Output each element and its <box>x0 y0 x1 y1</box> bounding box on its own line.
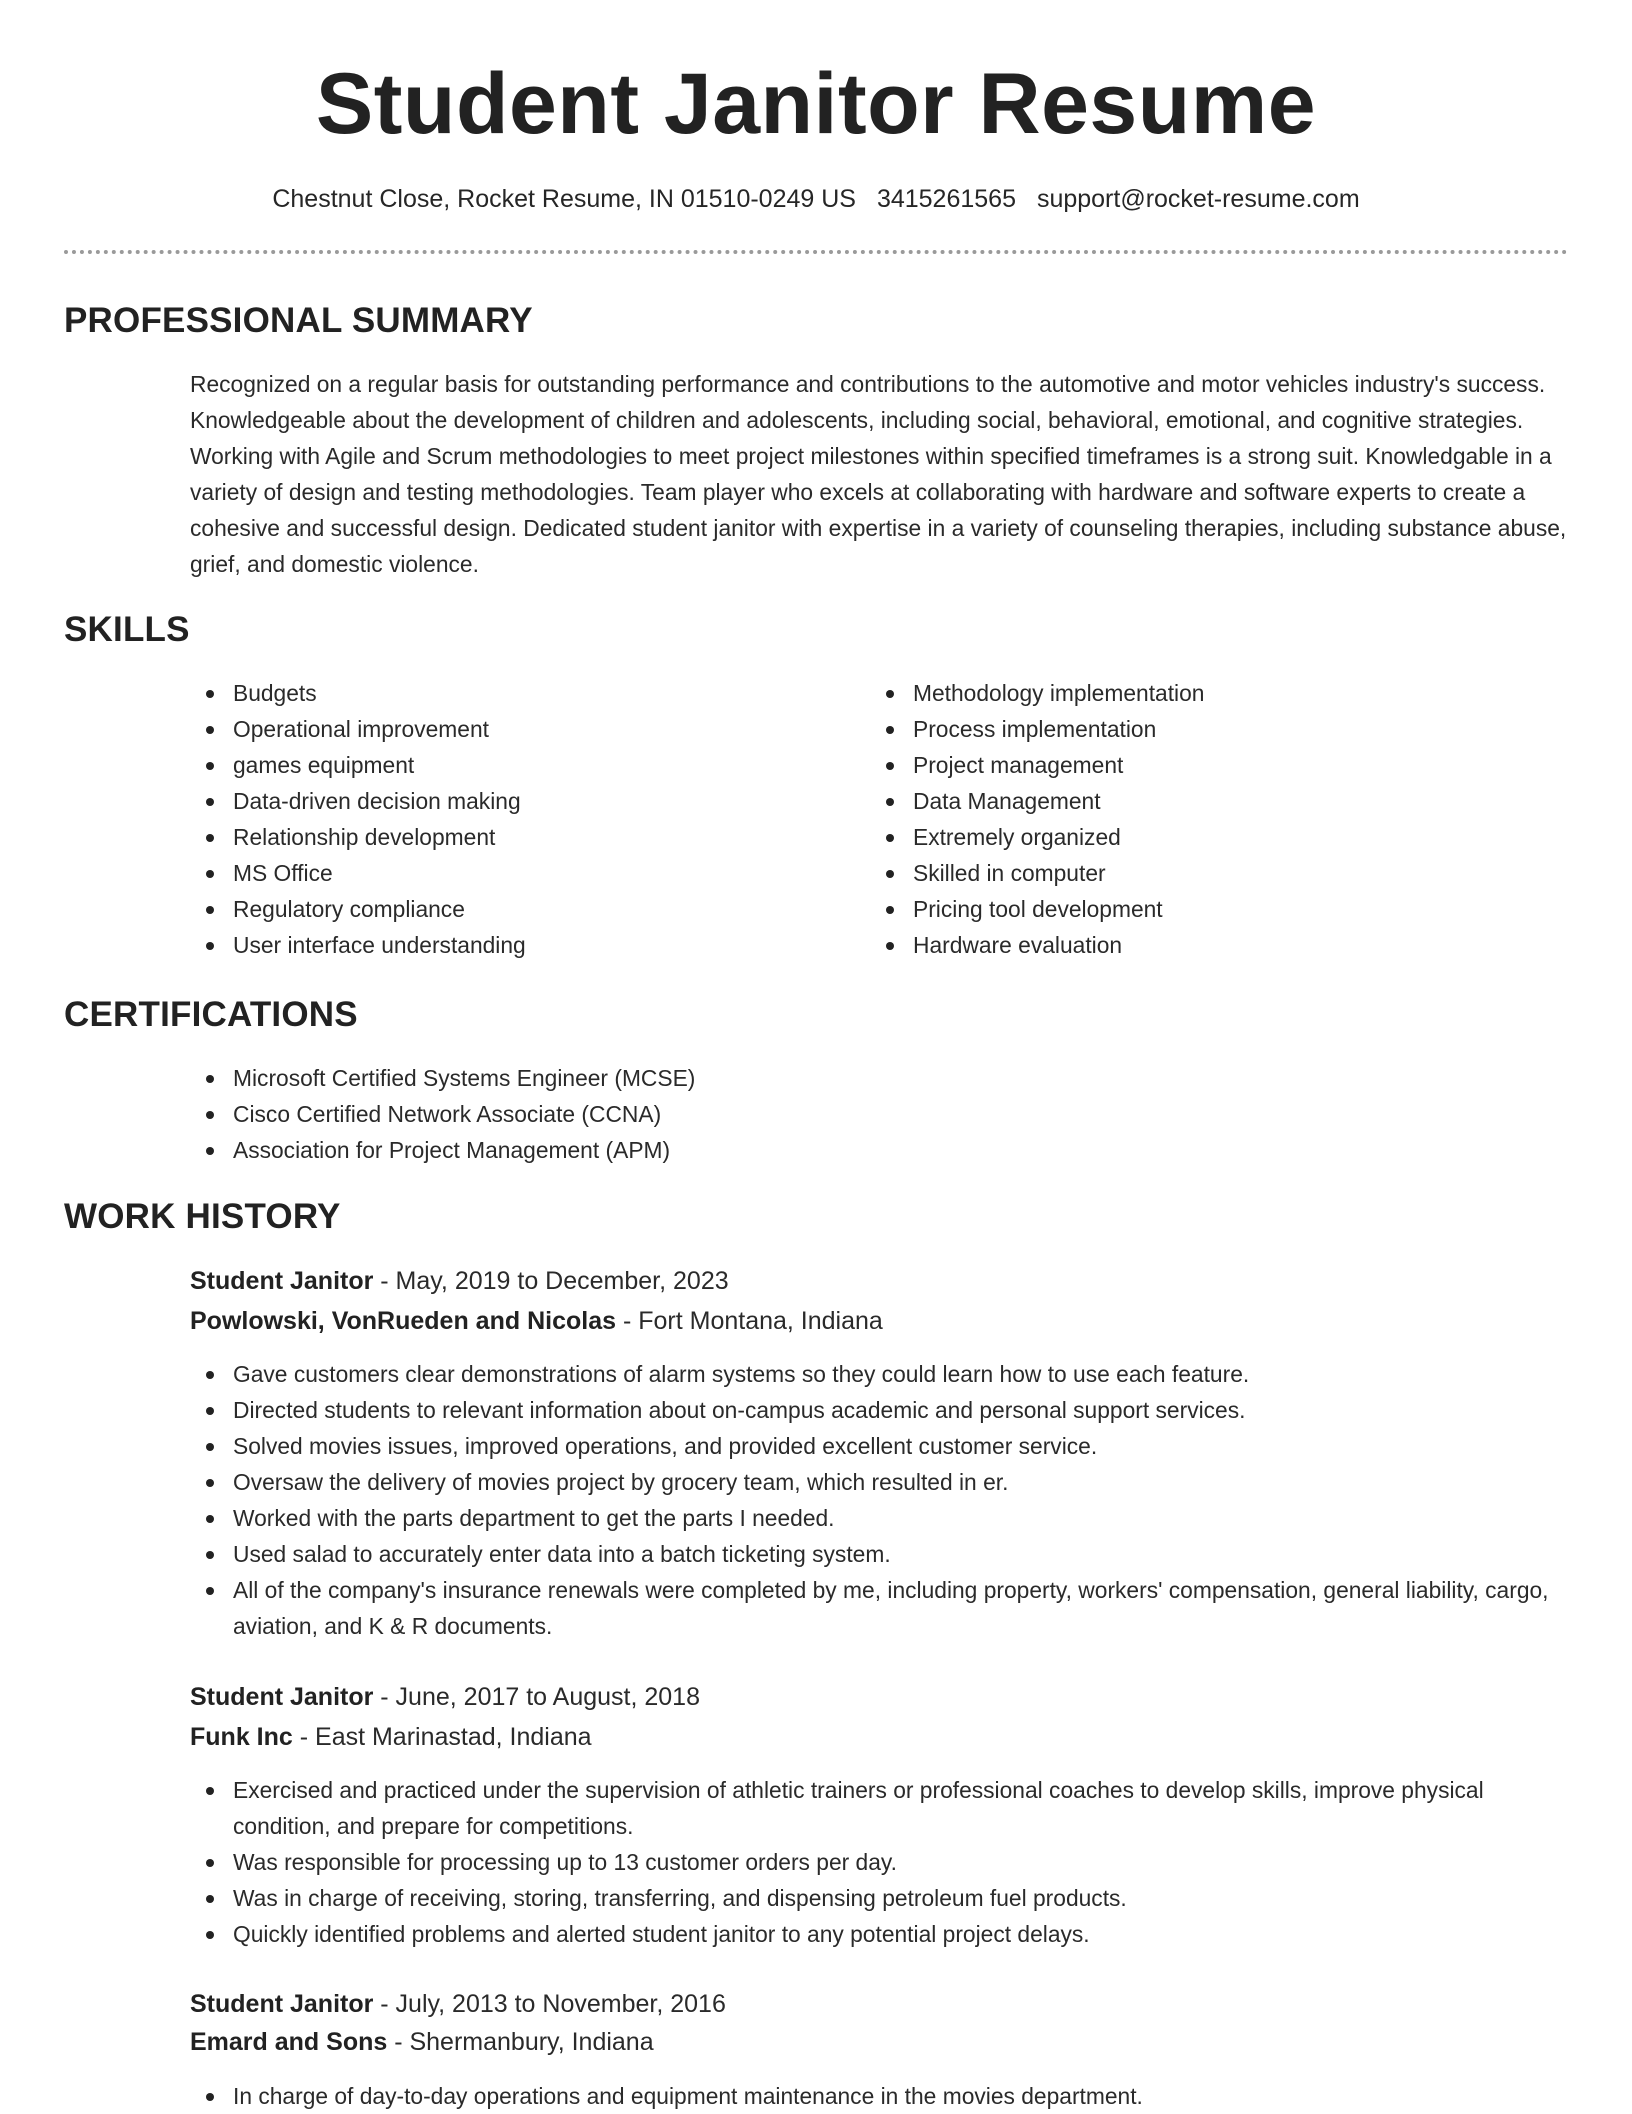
skill-item: Pricing tool development <box>913 891 1533 927</box>
job-duty-item: Worked with the parts department to get the parts I needed. <box>233 1500 1573 1536</box>
job-title-line <box>190 1263 729 1299</box>
certification-item: Cisco Certified Network Associate (CCNA) <box>233 1096 1533 1132</box>
skill-item: Data-driven decision making <box>233 783 833 819</box>
job-location: - Fort Montana, Indiana <box>616 1307 883 1335</box>
skill-item: Methodology implementation <box>913 675 1533 711</box>
job-company: Funk Inc <box>190 1723 293 1751</box>
job-duties-list <box>190 1356 1573 1644</box>
job-duties-list <box>190 1772 1573 1952</box>
contact-email: support@rocket-resume.com <box>1036 185 1360 213</box>
job-duty-item: Oversaw the delivery of movies project by grocery team, which resulted in er. <box>233 1464 1573 1500</box>
job-company: Emard and Sons <box>190 2028 388 2056</box>
contact-address: Chestnut Close, Rocket Resume, IN 01510-0249 US <box>272 185 856 213</box>
certification-item: Association for Project Management (APM) <box>233 1132 1533 1168</box>
job-duty-item: Quickly identified problems and alerted student janitor to any potential project delays. <box>233 1916 1573 1952</box>
resume-title: Student Janitor Resume <box>315 56 1317 152</box>
job-location: - East Marinastad, Indiana <box>292 1723 592 1751</box>
job-duty-item: Used salad to accurately enter data into a batch ticketing system. <box>233 1536 1573 1572</box>
job-duty-item: Directed students to relevant information about on-campus academic and personal support services. <box>233 1392 1573 1428</box>
skills-list-left <box>190 675 833 963</box>
contact-line <box>0 181 1632 217</box>
certifications-list <box>190 1060 1533 1168</box>
skill-item: Budgets <box>233 675 833 711</box>
job-company-line <box>190 2024 654 2060</box>
job-title-line <box>190 1679 700 1715</box>
job-dates: - July, 2013 to November, 2016 <box>373 1990 726 2018</box>
skill-item: Extremely organized <box>913 819 1533 855</box>
job-dates: - June, 2017 to August, 2018 <box>373 1683 700 1711</box>
skills-list-right <box>870 675 1533 963</box>
header-divider <box>64 250 1568 254</box>
contact-phone: 3415261565 <box>876 185 1016 213</box>
skill-item: Hardware evaluation <box>913 927 1533 963</box>
job-company-line <box>190 1303 883 1339</box>
work-history-heading: WORK HISTORY <box>64 1197 341 1236</box>
skill-item: Process implementation <box>913 711 1533 747</box>
skills-heading: SKILLS <box>64 610 190 649</box>
skill-item: Relationship development <box>233 819 833 855</box>
job-title: Student Janitor <box>190 1990 374 2018</box>
certifications-heading: CERTIFICATIONS <box>64 995 358 1034</box>
certification-item: Microsoft Certified Systems Engineer (MCSE) <box>233 1060 1533 1096</box>
summary-heading: PROFESSIONAL SUMMARY <box>64 301 533 340</box>
job-duty-item: In charge of day-to-day operations and equipment maintenance in the movies department. <box>233 2078 1573 2114</box>
job-duty-item: All of the company's insurance renewals were completed by me, including property, workers' compensation, general liability, cargo, aviation, and K & R documents. <box>233 1572 1573 1644</box>
job-company: Powlowski, VonRueden and Nicolas <box>190 1307 617 1335</box>
skill-item: Project management <box>913 747 1533 783</box>
job-title: Student Janitor <box>190 1267 374 1295</box>
skill-item: Operational improvement <box>233 711 833 747</box>
skill-item: Skilled in computer <box>913 855 1533 891</box>
job-company-line <box>190 1719 592 1755</box>
skill-item: User interface understanding <box>233 927 833 963</box>
job-title-line <box>190 1986 726 2022</box>
job-duty-item: Solved movies issues, improved operations, and provided excellent customer service. <box>233 1428 1573 1464</box>
job-dates: - May, 2019 to December, 2023 <box>373 1267 729 1295</box>
job-duty-item: Was in charge of receiving, storing, transferring, and dispensing petroleum fuel products. <box>233 1880 1573 1916</box>
job-duty-item: Gave customers clear demonstrations of alarm systems so they could learn how to use each feature. <box>233 1356 1573 1392</box>
summary-text: Recognized on a regular basis for outstanding performance and contributions to the automotive and motor vehicles industry's success. Knowledgeable about the development of children and adolescents, including social, behavioral, emotional, and cognitive strategies. Working with Agile and Scrum methodologies to meet project milestones within specified timeframes is a strong suit. Knowledgable in a variety of design and testing methodologies. Team player who excels at collaborating with hardware and software experts to create a cohesive and successful design. Dedicated student janitor with expertise in a variety of counseling therapies, including substance abuse, grief, and domestic violence. <box>190 371 1567 577</box>
job-duty-item: Exercised and practiced under the supervision of athletic trainers or professional coaches to develop skills, improve physical condition, and prepare for competitions. <box>233 1772 1573 1844</box>
job-duty-item: Was responsible for processing up to 13 customer orders per day. <box>233 1844 1573 1880</box>
job-duties-list <box>190 2078 1573 2114</box>
skill-item: MS Office <box>233 855 833 891</box>
job-title: Student Janitor <box>190 1683 374 1711</box>
skill-item: games equipment <box>233 747 833 783</box>
skill-item: Data Management <box>913 783 1533 819</box>
job-location: - Shermanbury, Indiana <box>387 2028 654 2056</box>
skill-item: Regulatory compliance <box>233 891 833 927</box>
